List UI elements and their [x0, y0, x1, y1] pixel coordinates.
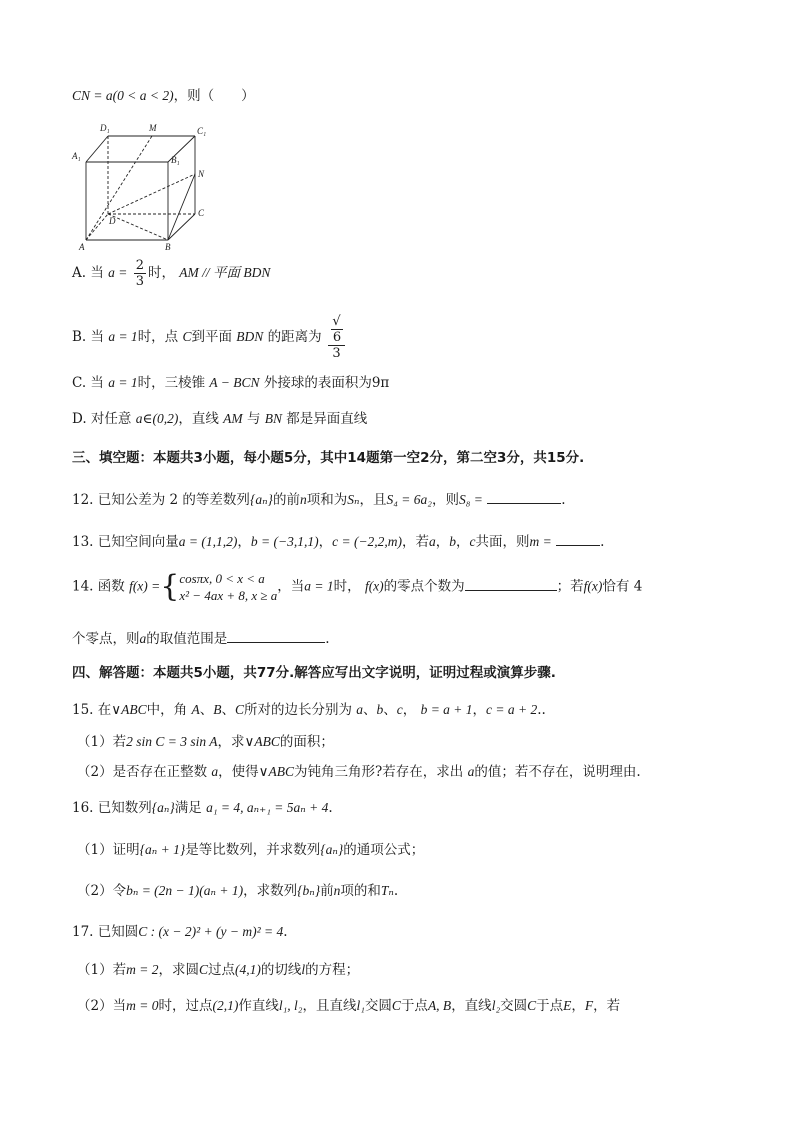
- q12-text3: 项和为: [306, 492, 348, 508]
- answer-blank-13[interactable]: [556, 531, 600, 546]
- q16-end: .: [328, 800, 333, 816]
- option-b: [72, 314, 347, 361]
- option-c-prefix: C. 当: [72, 375, 104, 391]
- q16-p1-text2: 是等比数列，并求数列: [185, 842, 321, 858]
- q15-p2-text: （2）是否存在正整数: [77, 764, 208, 780]
- option-d-math2: AM: [223, 411, 243, 426]
- q14-line2-text: 个零点，则: [72, 631, 140, 647]
- label-d: D: [109, 216, 116, 226]
- q16-p1-text: （1）证明: [77, 842, 140, 858]
- q12-text2: 的前: [272, 492, 300, 508]
- q16-p2-text4: 项的和: [340, 883, 381, 899]
- q14-text4: 的零点个数为: [383, 578, 465, 595]
- q17-text: 17. 已知圆: [72, 924, 139, 940]
- option-b-text3: 的距离为: [267, 329, 322, 345]
- q13-sep: ，: [237, 534, 251, 550]
- label-c: C: [198, 208, 205, 218]
- q17-p2-math3: l₁, l₂: [278, 998, 303, 1013]
- q17-p1-text3: 过点: [207, 962, 235, 978]
- q15-side-a: a: [356, 702, 364, 717]
- q12-math3: Sₙ: [347, 492, 360, 507]
- q16-p1-math: {aₙ + 1}: [139, 842, 186, 857]
- q14-math2: a = 1: [304, 578, 334, 594]
- q14-text3: 时，: [333, 578, 361, 595]
- q14-math4: f(x): [583, 578, 603, 594]
- label-c1: C₁: [197, 126, 207, 136]
- q14-line2-math: a: [139, 631, 147, 646]
- q15-sep3: 、: [363, 702, 377, 718]
- option-a-math: a =: [108, 265, 128, 280]
- option-b-math2: C: [182, 329, 192, 344]
- q17-p2-math4: l₁: [356, 998, 365, 1013]
- q13-text: 13. 已知空间向量: [72, 534, 179, 550]
- label-m: M: [149, 123, 157, 133]
- q13-text3: 共面，则: [475, 534, 530, 550]
- question-17: [72, 920, 288, 940]
- q15-p2-math2: ABC: [268, 764, 295, 779]
- q17-p2-text7: ，直线: [451, 998, 492, 1014]
- q15-c-eq: c = a + 2: [486, 702, 538, 717]
- q15-sep5: ，: [402, 702, 417, 718]
- segment-bn: [168, 174, 195, 240]
- option-b-text: 时，点: [137, 329, 179, 345]
- q17-p2-text6: 于点: [400, 998, 428, 1014]
- q17-p2-text2: 时，过点: [158, 998, 213, 1014]
- cube-figure: [70, 116, 220, 256]
- question-13: [72, 530, 604, 550]
- q16-text: 16. 已知数列: [72, 800, 152, 816]
- q17-p2-text5: 交圆: [364, 998, 392, 1014]
- q15-p1-math2: ABC: [254, 734, 280, 749]
- option-c-math2: A − BCN: [209, 375, 260, 390]
- q15-end: ..: [537, 702, 546, 718]
- question-15-part1: [77, 730, 334, 750]
- label-n: N: [198, 169, 205, 179]
- section-4-heading: 四、解答题：本题共5小题，共77分.解答应写出文字说明，证明过程或演算步骤.: [72, 665, 556, 681]
- option-d: [72, 407, 367, 427]
- q13-math2: b = (−3,1,1): [250, 534, 319, 549]
- q15-p2-text2: ，使得∨: [218, 764, 269, 780]
- q15-sep2: 、: [221, 702, 235, 718]
- label-a: A: [79, 242, 85, 252]
- option-b-prefix: B. 当: [72, 329, 105, 345]
- q14-text2: ，当: [277, 578, 305, 595]
- option-c-math: a = 1: [108, 375, 138, 390]
- q15-angle-c: C: [234, 702, 244, 717]
- option-c-text: 时，三棱锥: [137, 375, 206, 391]
- question-16-part1: [77, 838, 424, 858]
- q16-p2-math: bₙ = (2n − 1)(aₙ + 1): [126, 883, 244, 898]
- q17-p2-text4: ，且直线: [302, 998, 357, 1014]
- q14-text5: ；若: [556, 578, 584, 595]
- q15-p1-text: （1）若: [77, 734, 127, 750]
- q16-p1-text3: 的通项公式；: [343, 842, 425, 858]
- label-d1: D₁: [100, 123, 110, 133]
- q17-p2-text11: ，若: [593, 998, 621, 1014]
- q15-angle-b: B: [213, 702, 222, 717]
- option-c: [72, 371, 389, 391]
- q17-p2-math6: A, B: [427, 998, 452, 1013]
- q17-p1-math3: (4,1): [234, 962, 261, 977]
- q13-sep4: ，: [456, 534, 470, 550]
- label-b1: B₁: [171, 155, 180, 165]
- edge-a-d-hidden: [86, 214, 108, 240]
- q13-end: .: [600, 534, 605, 550]
- question-tail-line: [72, 84, 255, 104]
- q15-text: 15. 在∨: [72, 702, 122, 718]
- label-b: B: [165, 242, 171, 252]
- q14-text6: 恰有 4: [602, 578, 643, 595]
- option-d-text3: 都是异面直线: [286, 411, 368, 427]
- q16-text2: 满足: [174, 800, 202, 816]
- q15-side-c: c: [396, 702, 403, 717]
- option-b-math: a = 1: [108, 329, 138, 344]
- piecewise-brace: {: [160, 569, 180, 604]
- q15-p2-math: a: [211, 764, 219, 779]
- question-16: [72, 796, 333, 816]
- q13-math7: m =: [529, 534, 552, 549]
- fraction-two-thirds: [134, 258, 146, 289]
- option-d-text2: 与: [246, 411, 261, 427]
- q17-p2-text8: 交圆: [500, 998, 528, 1014]
- q12-text: 12. 已知公差为 2 的等差数列: [72, 492, 250, 508]
- q17-p1-text5: 的方程；: [305, 962, 360, 978]
- condition-text: ，则（ ）: [173, 88, 255, 104]
- option-d-text: ，直线: [178, 411, 219, 427]
- fraction-denominator: 3: [332, 346, 341, 361]
- q17-p1-text2: ，求圆: [158, 962, 199, 978]
- question-17-part2: [77, 994, 620, 1014]
- q12-math2: n: [299, 492, 307, 507]
- q12-math5: S₈ =: [458, 492, 483, 507]
- q15-p2-text3: 为钝角三角形?若存在，求出: [294, 764, 464, 780]
- question-17-part1: [77, 958, 359, 978]
- option-a-text: 时，: [147, 265, 175, 281]
- q12-math: {aₙ}: [249, 492, 273, 507]
- answer-blank-12[interactable]: [487, 489, 561, 504]
- option-d-prefix: D. 对任意: [72, 411, 132, 427]
- option-a-prefix: A. 当: [72, 265, 104, 281]
- q15-angle-a: A: [191, 702, 200, 717]
- segment-db-hidden: [108, 214, 168, 240]
- option-a-math2: AM // 平面 BDN: [179, 265, 271, 280]
- q13-math6: c: [469, 534, 476, 549]
- answer-blank-14b[interactable]: [227, 628, 325, 643]
- q13-sep3: ，: [435, 534, 450, 550]
- fraction-sqrt6-over-3: [328, 314, 345, 361]
- q17-p2-math5: C: [391, 998, 401, 1013]
- q16-p1-math2: {aₙ}: [320, 842, 344, 857]
- question-12: [72, 488, 565, 508]
- option-b-math3: BDN: [236, 329, 264, 344]
- q13-math5: b: [449, 534, 457, 549]
- option-b-text2: 到平面: [191, 329, 232, 345]
- question-15-part2: [77, 760, 641, 780]
- q13-text2: ，若: [402, 534, 430, 550]
- q16-p2-end: .: [393, 883, 399, 899]
- option-d-math3: BN: [264, 411, 282, 426]
- q17-p2-text9: 于点: [536, 998, 564, 1014]
- q15-sep: 、: [199, 702, 214, 718]
- q15-side-b: b: [376, 702, 384, 717]
- q16-math2: a₁ = 4, aₙ₊₁ = 5aₙ + 4: [206, 800, 329, 815]
- q12-math4: S₄ = 6a₂: [386, 492, 432, 507]
- segment-am-hidden: [86, 136, 152, 240]
- option-c-text2: 外接球的表面积为9π: [263, 375, 390, 391]
- q16-p2-math3: n: [333, 883, 341, 898]
- q16-p2-math4: Tₙ: [380, 883, 394, 898]
- question-15: [72, 698, 546, 718]
- q14-math3: f(x): [364, 578, 384, 594]
- q17-end: .: [283, 924, 288, 940]
- q17-p1-math: m = 2: [126, 962, 159, 977]
- question-14: [72, 570, 642, 604]
- question-16-part2: [77, 879, 398, 899]
- sqrt-radicand: 6: [332, 330, 342, 345]
- section-3-heading: 三、填空题：本题共3小题，每小题5分，其中14题第一空2分，第二空3分，共15分.: [72, 450, 585, 466]
- q16-p2-math2: {bₙ}: [297, 883, 321, 898]
- q17-p2-text3: 作直线: [238, 998, 279, 1014]
- q17-p1-text4: 的切线: [260, 962, 302, 978]
- q12-end: .: [561, 492, 566, 508]
- q12-text4: ，且: [359, 492, 387, 508]
- fraction-denominator: 3: [135, 274, 144, 289]
- q14-math: f(x) =: [129, 578, 161, 594]
- piecewise-cases: [179, 570, 277, 604]
- option-d-math: a∈(0,2): [135, 411, 179, 426]
- q13-math4: a: [429, 534, 436, 549]
- q17-p1-math2: C: [198, 962, 208, 977]
- q13-math: a = (1,1,2): [178, 534, 238, 549]
- condition-math: CN = a(0 < a < 2): [72, 88, 174, 103]
- q15-sep6: ，: [472, 702, 487, 718]
- q15-text3: 所对的边长分别为: [243, 702, 352, 718]
- case-2: x² − 4ax + 8, x ≥ a: [179, 588, 278, 603]
- q13-math3: c = (−2,2,m): [332, 534, 403, 549]
- q17-p2-math10: F: [584, 998, 594, 1013]
- edge-b-c: [168, 214, 195, 240]
- q15-p2-math3: a: [467, 764, 475, 779]
- q16-math: {aₙ}: [151, 800, 175, 815]
- q16-p2-text3: 前: [320, 883, 334, 899]
- q17-math: C : (x − 2)² + (y − m)² = 4: [138, 924, 284, 939]
- segment-dn-hidden: [108, 174, 195, 214]
- question-14-line2: [72, 627, 330, 647]
- case-1: cosπx, 0 < x < a: [179, 571, 265, 586]
- q15-p1-math: 2 sin C = 3 sin A: [126, 734, 218, 749]
- q12-text5: ，则: [431, 492, 459, 508]
- q17-p1-text: （1）若: [77, 962, 127, 978]
- q17-p2-text: （2）当: [77, 998, 127, 1014]
- q15-p1-text3: 的面积；: [279, 734, 334, 750]
- edge-a1-d1: [86, 136, 108, 162]
- q15-sep4: 、: [383, 702, 397, 718]
- q17-p2-math7: l₂: [491, 998, 501, 1013]
- label-a1: A₁: [72, 151, 81, 161]
- q17-p1-math4: l: [301, 962, 306, 977]
- q17-p2-text10: ，: [571, 998, 585, 1014]
- q14-end: .: [325, 631, 330, 647]
- q17-p2-math2: (2,1): [212, 998, 239, 1013]
- q15-p2-text4: 的值；若不存在，说明理由.: [474, 764, 641, 780]
- q16-p2-text2: ，求数列: [243, 883, 298, 899]
- q16-p2-text: （2）令: [77, 883, 127, 899]
- q14-text: 14. 函数: [72, 578, 125, 595]
- q17-p2-math9: E: [563, 998, 572, 1013]
- answer-blank-14a[interactable]: [465, 576, 557, 591]
- q15-math: ABC: [121, 702, 147, 717]
- q13-sep2: ，: [318, 534, 333, 550]
- q15-b-eq: b = a + 1: [420, 702, 473, 717]
- option-a: [72, 258, 270, 289]
- q14-line2-text2: 的取值范围是: [146, 631, 228, 647]
- q15-p1-text2: ，求∨: [217, 734, 255, 750]
- q15-text2: 中，角: [146, 702, 188, 718]
- fraction-numerator: 2: [135, 258, 144, 273]
- q17-p2-math: m = 0: [126, 998, 159, 1013]
- fraction-numerator: √ 6: [328, 314, 345, 346]
- q17-p2-math8: C: [527, 998, 537, 1013]
